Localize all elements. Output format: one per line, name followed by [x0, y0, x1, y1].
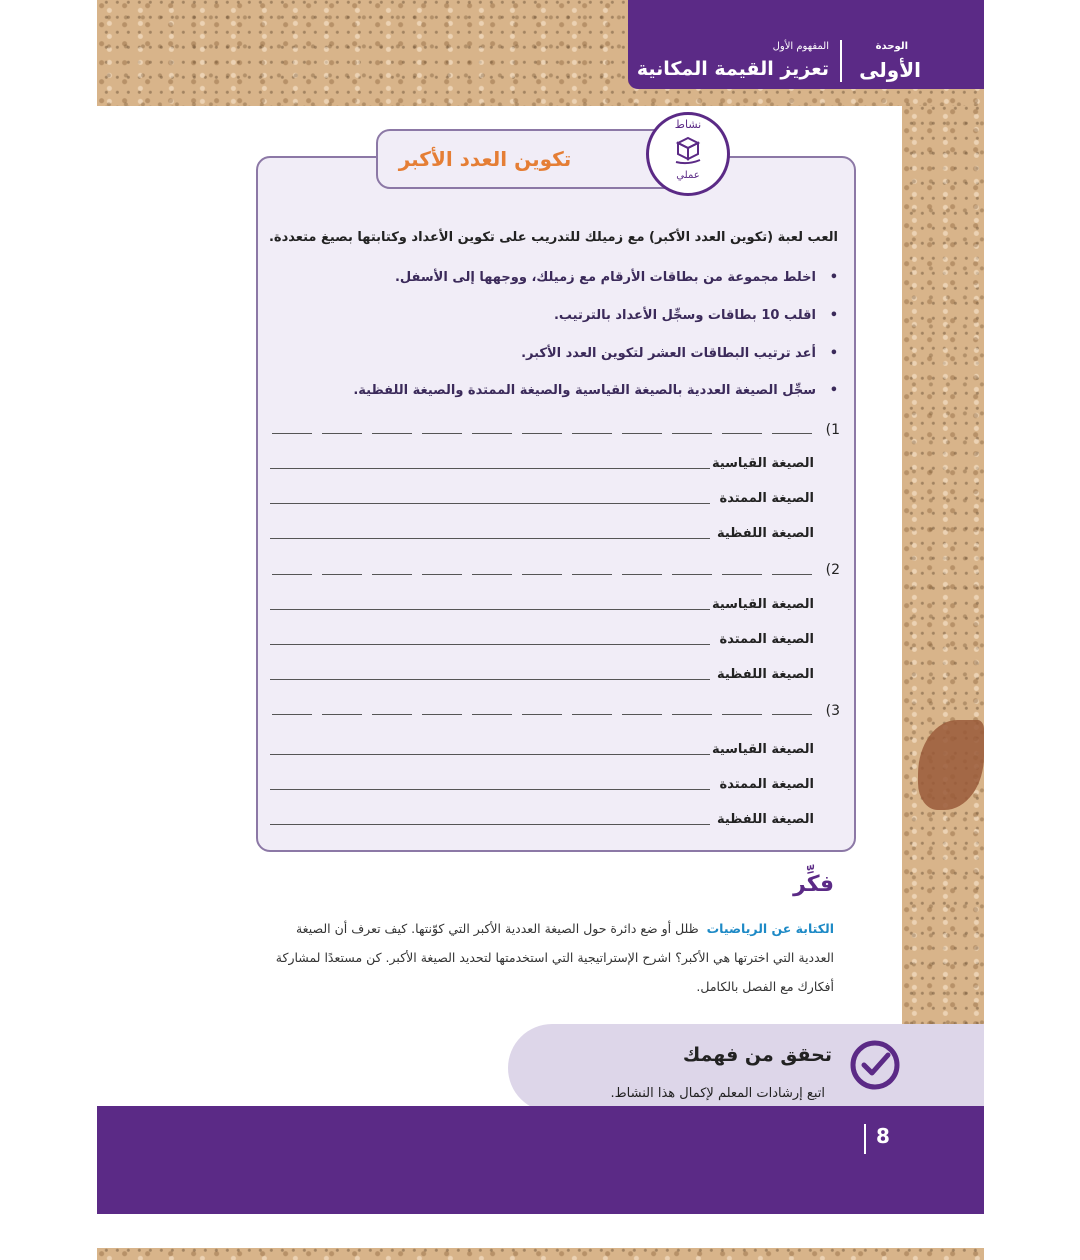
step-item: • اقلب 10 بطاقات وسجِّل الأعداد بالترتيب. [554, 308, 816, 323]
digit-blank[interactable] [372, 574, 412, 575]
digit-blank[interactable] [422, 714, 462, 715]
digit-blank[interactable] [772, 574, 812, 575]
expanded-form-line[interactable] [270, 789, 710, 790]
digit-blank[interactable] [622, 574, 662, 575]
expanded-form-label: الصيغة الممتدة [719, 777, 814, 792]
digit-blank[interactable] [272, 574, 312, 575]
unit-label: الوحدة [875, 41, 908, 52]
standard-form-line[interactable] [270, 754, 710, 755]
digit-blank[interactable] [672, 433, 712, 434]
digit-blank[interactable] [472, 714, 512, 715]
activity-intro: العب لعبة (تكوين العدد الأكبر) مع زميلك للتدريب على تكوين الأعداد وكتابتها بصيغ متعددة. [268, 230, 838, 245]
digit-blank[interactable] [472, 574, 512, 575]
header-divider [840, 40, 842, 82]
digit-blank[interactable] [522, 714, 562, 715]
standard-form-label: الصيغة القياسية [711, 597, 814, 612]
think-paragraph [274, 914, 834, 1001]
digit-blank[interactable] [272, 433, 312, 434]
word-form-line[interactable] [270, 679, 710, 680]
check-title: تحقق من فهمك [682, 1044, 832, 1066]
digit-blank[interactable] [272, 714, 312, 715]
digit-blank[interactable] [372, 433, 412, 434]
sand-background-right [902, 106, 984, 1026]
digit-blank[interactable] [572, 714, 612, 715]
page-footer [97, 1106, 984, 1214]
concept-title: تعزيز القيمة المكانية [636, 58, 829, 80]
concept-label: المفهوم الأول [772, 41, 829, 52]
expanded-form-line[interactable] [270, 644, 710, 645]
check-text: اتبع إرشادات المعلم لإكمال هذا النشاط. [610, 1086, 825, 1101]
digit-blank[interactable] [722, 433, 762, 434]
unit-value: الأولى [859, 58, 921, 82]
digit-blank[interactable] [722, 574, 762, 575]
checkmark-circle-icon [850, 1040, 900, 1090]
digit-blank[interactable] [372, 714, 412, 715]
digit-blank[interactable] [672, 574, 712, 575]
standard-form-line[interactable] [270, 609, 710, 610]
digit-blank[interactable] [722, 714, 762, 715]
standard-form-label: الصيغة القياسية [711, 456, 814, 471]
digit-blank[interactable] [572, 574, 612, 575]
page-number-divider [864, 1124, 866, 1154]
word-form-label: الصيغة اللفظية [716, 526, 814, 541]
digit-blank[interactable] [772, 433, 812, 434]
digit-blank[interactable] [572, 433, 612, 434]
expanded-form-label: الصيغة الممتدة [719, 491, 814, 506]
item-number-2: 2) [825, 562, 840, 578]
think-heading: فكِّر [793, 872, 834, 897]
digit-blank[interactable] [422, 574, 462, 575]
activity-title: تكوين العدد الأكبر [398, 147, 572, 171]
word-form-line[interactable] [270, 538, 710, 539]
digit-blank[interactable] [672, 714, 712, 715]
expanded-form-line[interactable] [270, 503, 710, 504]
step-item: • أعد ترتيب البطاقات العشر لتكوين العدد الأكبر. [521, 346, 816, 361]
digit-blank[interactable] [322, 574, 362, 575]
word-form-label: الصيغة اللفظية [716, 812, 814, 827]
step-item: • سجِّل الصيغة العددية بالصيغة القياسية والصيغة الممتدة والصيغة اللفظية. [353, 383, 816, 398]
badge-top-text: نشاط [674, 118, 702, 131]
digit-blank[interactable] [472, 433, 512, 434]
standard-form-label: الصيغة القياسية [711, 742, 814, 757]
standard-form-line[interactable] [270, 468, 710, 469]
expanded-form-label: الصيغة الممتدة [719, 632, 814, 647]
cube-hand-icon [673, 135, 703, 165]
page-number: 8 [876, 1124, 890, 1148]
writing-math-label: الكتابة عن الرياضيات [706, 921, 834, 936]
digit-blank[interactable] [322, 714, 362, 715]
sand-background-bottom [97, 1248, 984, 1260]
digit-blank[interactable] [622, 433, 662, 434]
digit-blank[interactable] [772, 714, 812, 715]
digit-blank[interactable] [622, 714, 662, 715]
think-text: ظلل أو ضع دائرة حول الصيغة العددية الأكبر التي كوّنتها. كيف تعرف أن الصيغة العددية التي اخترتها هي الأكبر؟ اشرح الإستراتيجية التي استخدمتها لتحديد الصيغة الأكبر. كن مستعدًا لمشاركة أفكارك مع الفصل بالكامل. [275, 921, 834, 994]
item-number-1: 1) [825, 422, 840, 438]
word-form-line[interactable] [270, 824, 710, 825]
digit-blank[interactable] [422, 433, 462, 434]
badge-bottom-text: عملي [676, 170, 700, 181]
digit-blank[interactable] [522, 574, 562, 575]
unit-header [628, 0, 984, 89]
item-number-3: 3) [825, 703, 840, 719]
step-item: • اخلط مجموعة من بطاقات الأرقام مع زميلك، ووجهها إلى الأسفل. [395, 270, 816, 285]
word-form-label: الصيغة اللفظية [716, 667, 814, 682]
activity-badge [646, 112, 730, 196]
digit-blank[interactable] [522, 433, 562, 434]
digit-blank[interactable] [322, 433, 362, 434]
